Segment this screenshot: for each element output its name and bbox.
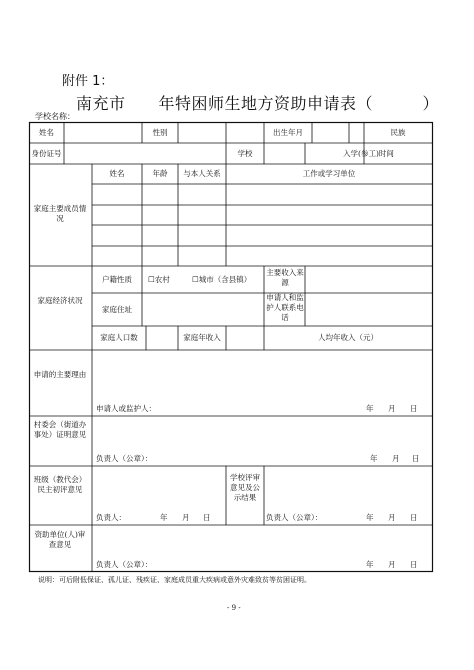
enroll-label: 入学(参工)时间	[343, 149, 394, 158]
ethnic-label: 民族	[390, 128, 406, 137]
id-number-label: 身份证号	[31, 149, 62, 158]
family-col-age: 年龄	[152, 169, 168, 178]
birth-field[interactable]	[313, 123, 348, 142]
unit-review-sign-label: 负责人（公章）：	[96, 560, 153, 569]
urban-checkbox[interactable]: ☐城市（含县镇）	[192, 275, 252, 284]
contact-label: 申请人和监护人联系电话	[266, 293, 304, 322]
gender-field[interactable]	[179, 123, 225, 142]
class-day: 日	[203, 513, 211, 522]
school-review-label: 学校评审意见及公示结果	[230, 473, 260, 502]
annual-income-label: 家庭年收入	[183, 333, 221, 342]
school-review-day: 日	[410, 513, 418, 522]
name-label: 姓名	[39, 128, 54, 137]
village-day: 日	[412, 454, 420, 463]
family-col-name: 姓名	[109, 169, 125, 178]
reason-year: 年	[366, 404, 374, 413]
unit-review-day: 日	[410, 560, 418, 569]
address-field[interactable]	[143, 294, 263, 325]
birth-label: 出生年月	[273, 128, 303, 137]
per-capita-label: 人均年收入（元）	[318, 333, 378, 342]
school-review-sign-label: 负责人（公章）：	[266, 513, 323, 522]
school-label: 学校	[237, 149, 253, 158]
class-year: 年	[160, 513, 168, 522]
village-month: 月	[392, 454, 400, 463]
form-title: 南充市 年特困师生地方资助申请表（ ）	[76, 94, 440, 113]
village-year: 年	[370, 454, 378, 463]
unit-review-month: 月	[388, 560, 396, 569]
hukou-label: 户籍性质	[102, 275, 132, 284]
class-month: 月	[182, 513, 190, 522]
family-col-work: 工作或学习单位	[302, 169, 356, 178]
reason-field[interactable]	[93, 351, 431, 403]
attachment-label: 附件 1：	[62, 74, 114, 89]
class-opinion-label: 班级（教代会）民主初评意见	[33, 475, 87, 494]
village-label: 村委会（街道办事处）证明意见	[33, 420, 87, 439]
family-section-label: 家庭主要成员情况	[33, 204, 87, 223]
unit-review-label: 资助单位(人)审查意见	[34, 530, 86, 549]
school-name-label: 学校名称：	[35, 112, 75, 121]
gender-label: 性别	[152, 128, 168, 137]
rural-checkbox[interactable]: ☐农村	[148, 275, 170, 284]
page-number: - 9 -	[227, 604, 241, 612]
id-number-field[interactable]	[65, 144, 225, 163]
school-review-month: 月	[388, 513, 396, 522]
unit-review-year: 年	[366, 560, 374, 569]
reason-day: 日	[410, 404, 418, 413]
reason-label: 申请的主要理由	[33, 370, 87, 379]
class-sign-label: 负责人：	[96, 513, 126, 522]
reason-sign-label: 申请人或监护人：	[96, 404, 156, 413]
village-sign-label: 负责人（公章）：	[96, 454, 153, 463]
address-label: 家庭住址	[102, 305, 132, 314]
household-size-label: 家庭人口数	[100, 333, 138, 342]
family-col-relation: 与本人关系	[183, 169, 221, 178]
reason-month: 月	[388, 404, 396, 413]
school-field[interactable]	[265, 144, 304, 163]
footnote: 说明：可后附低保证、孤儿证、残疾证、家庭成员重大疾病或意外灾难致贫等贫困证明。	[38, 576, 311, 584]
school-review-year: 年	[366, 513, 374, 522]
name-field[interactable]	[65, 123, 141, 142]
economy-section-label: 家庭经济状况	[37, 296, 83, 305]
income-source-label: 主要收入来源	[266, 268, 304, 287]
